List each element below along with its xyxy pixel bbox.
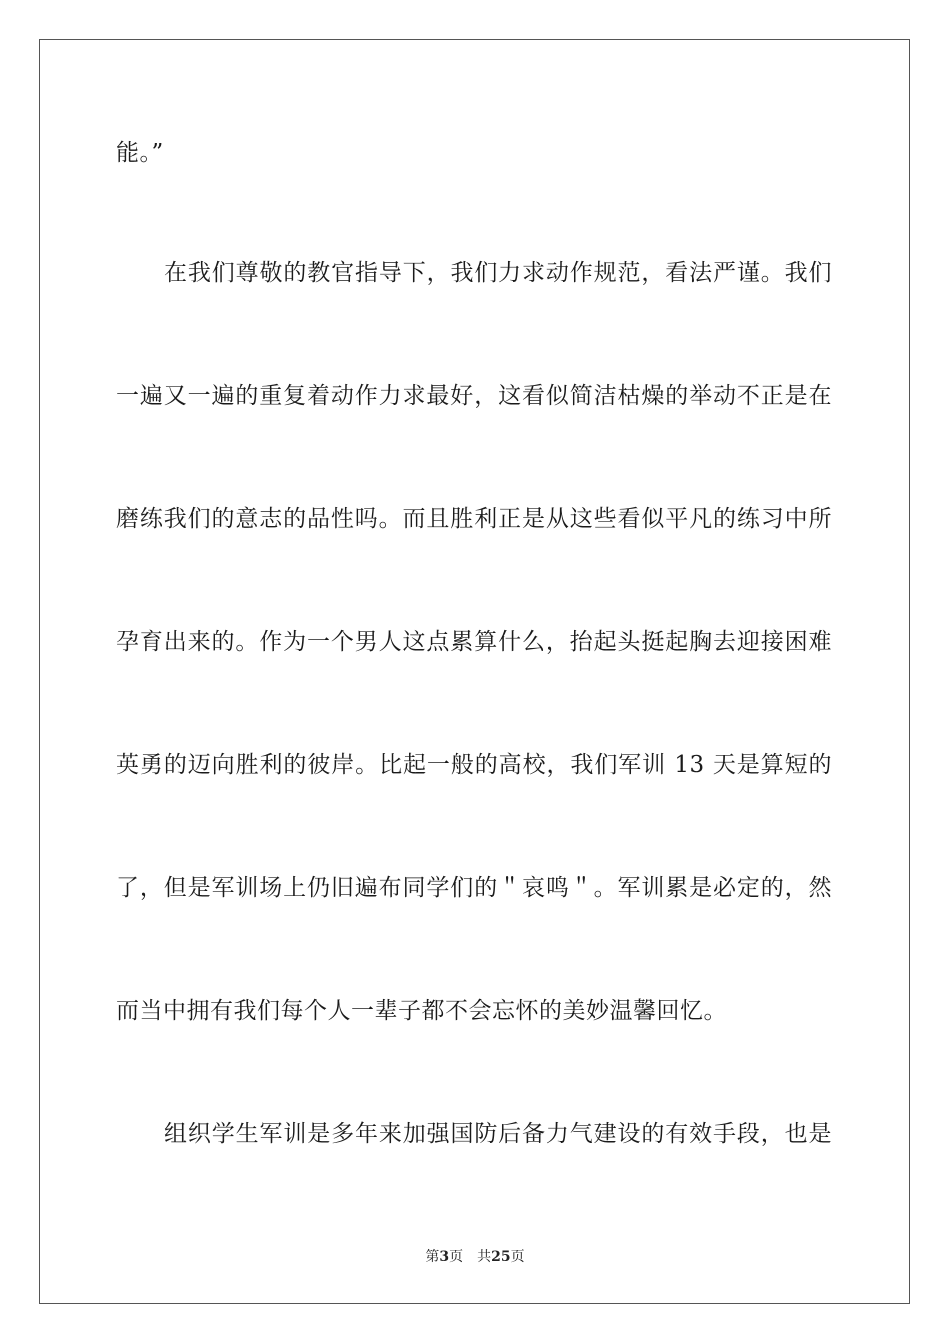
total-prefix: 共 bbox=[477, 1249, 492, 1265]
total-pages: 25 bbox=[491, 1249, 511, 1265]
paragraph-first-line: 在我们尊敬的教官指导下，我们力求动作规范，看法严谨。我们 bbox=[164, 260, 832, 286]
page-border bbox=[39, 39, 910, 1304]
paragraph-first-line: 组织学生军训是多年来加强国防后备力气建设的有效手段，也是 bbox=[164, 1121, 832, 1147]
page-footer bbox=[0, 1248, 950, 1266]
text-line: 了，但是军训场上仍旧遍布同学们的＂哀鸣＂。军训累是必定的，然 bbox=[116, 875, 832, 901]
text-line: 英勇的迈向胜利的彼岸。比起一般的高校，我们军训 13 天是算短的 bbox=[116, 752, 832, 778]
text-line: 孕育出来的。作为一个男人这点累算什么，抬起头挺起胸去迎接困难 bbox=[116, 629, 832, 655]
text-line: 一遍又一遍的重复着动作力求最好，这看似简洁枯燥的举动不正是在 bbox=[116, 383, 832, 409]
text-line: 磨练我们的意志的品性吗。而且胜利正是从这些看似平凡的练习中所 bbox=[116, 506, 832, 532]
text-line: 能。” bbox=[116, 140, 164, 166]
text-line: 而当中拥有我们每个人一辈子都不会忘怀的美妙温馨回忆。 bbox=[116, 998, 727, 1024]
page-suffix: 页 bbox=[449, 1249, 464, 1265]
page-number: 3 bbox=[439, 1249, 450, 1265]
total-suffix: 页 bbox=[510, 1249, 525, 1265]
page-prefix: 第 bbox=[425, 1249, 440, 1265]
